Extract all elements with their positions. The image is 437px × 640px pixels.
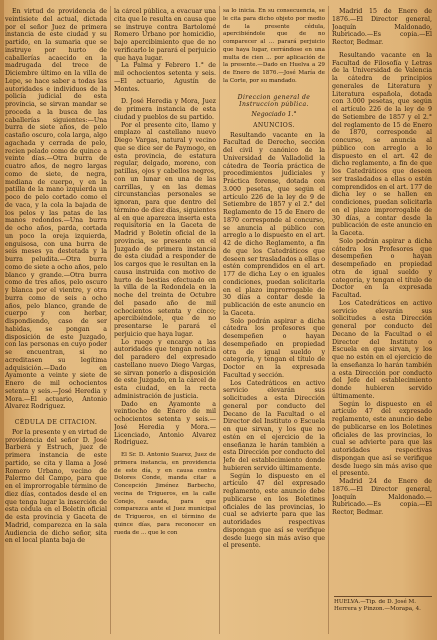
citation-notice: Por la presente y en virtud de providencia del señor D. José Barberá y Estruch, juez de primera instancia de este partido, se cita y llama a José Romero Urbano, vecino de Palermo del Campo, para que en el improrrogable término de diez días, contados desde el en que tenga lugar la inserción de esta cédula en el Boletín oficial de esta provincia y Gaceta de Madrid, comparezca en la sala Audiencia de dicho señor, sita en el local planta baja de (5, 428, 107, 545)
column-4 (332, 8, 432, 636)
heading-announcements: ANUNCIOS. (253, 121, 295, 129)
column-rule (110, 6, 111, 634)
signature-1: Madrid 15 de Enero de 1876.—El Director general, Joaquín Maldonado, Rubricado.—Es copia.—El Rector, Bedmar. (332, 8, 432, 46)
publication-text-2: Según lo dispuesto en el artículo 47 del expresado reglamento, este anuncio debe de publicarse en los Boletines oficiales de las provincias, lo cual se advierte para que las autoridades respectivas dispongan que así se verifique desde luego sin más aviso que el presente. (332, 400, 432, 478)
citation-continued: la cárcel pública, a evacuar una cita que le resulta en causa que se instruye contra Bartolomé Romero Urbano por homicidio, bajo apercibimiento que de no verificarlo le parará el perjuicio que haya lugar. (114, 8, 216, 62)
publication-text: Según lo dispuesto en el artículo 47 del expresado reglamento, este anuncio debe publicarse en los Boletines oficiales de las provincias, lo cual se advierte para que las autoridades respectivas dispongan que así se verifique desde luego sin más aviso que el presente. (223, 472, 325, 550)
heading-instruction: Direccion general de Instruccion pública. (237, 93, 311, 109)
heading-citation: CÉDULA DE CITACION. (14, 419, 98, 426)
application-text-2: Los Catedráticos en activo servicio elevarán sus solicitudes a esta Dirección general por conducto del Decano de la Facultad o el Director del Instituto o Escuela en que sirvan, y los que no estén en el ejercicio de la enseñanza lo harán también a esta Dirección por conducto del Jefe del establecimiento donde hubieren servido últimamente. (332, 299, 432, 400)
judge-heading: D. José Heredia y Mora, Juez de primera instancia de esta ciudad y pueblos de su partido. (114, 98, 216, 121)
torn-left-edge (0, 0, 4, 640)
eligibility-text-2: Solo podrán aspirar a dicha cátedra los Profesores que desempeñen o hayan desempeñado en propiedad otra de igual sueldo y categoría, y tengan el título de Doctor en la expresada Facultad. (332, 237, 432, 299)
request-text: Lo ruego y encargo a las autoridades que tengan noticia del paradero del expresado castellano nuevo Diego Vargas, se sirvan ponerlo a disposición de este Juzgado, en la cárcel de esta ciudad, en la recta administración de justicia. (114, 338, 216, 400)
citation-signature: La Palma y Febrero 1.° de mil ochocientos setenta y seis.—El actuario, Agustín de Montes. (114, 62, 216, 93)
summons-signature: Dado en Ayamonte a veintiocho de Enero de mil ochocientos setenta y seis.—José Heredia y Mora.—Licenciado, Antonio Alvarez Rodriguez. (114, 400, 216, 447)
column-3 (223, 8, 325, 636)
column-1 (5, 8, 107, 636)
notice-stolen-animals: En virtud de providencia de veintisiete del actual, dictada por el señor Juez de primera instancia de este ciudad y su partido, en la sumaria que se instruye por hurto de caballerías acaecido en la madrugada del trece de Diciembre último en la villa de Lepe, se hace saber a todas las autoridades e individuos de la policía judicial de esta provincia, se sirvan mandar se proceda a la busca de las caballerías siguientes:—Una burra de siete años, de pelo castaño oscuro, cola larga, algo agachada y cerrada de pelo, recien pelado como de quince a veinte días.—Otra burra de cuatro años, de negro largas como de siete, de negra, mediana de cuerpo, y en la patilla de la mano izquierda un poco de pelo cortado como el de vaca, y la cola la bajada de los pelos y las patas de las manos redondos.—Una burra de ocho años, parda, cortada un poco la oreja izquierda, enguisosa, con una burra de seis meses ya destetada y la burra peludita.—Otra burra como de siete a ocho años, pelo blanco y grande.—Otra burra como de tres años, pelo oscuro y blanca por el vientre, y otra burra como de seis a ocho años, pelo blanco, grande de cuerpo y con herbar, dispondiendo, caso de ser habidas, se pongan a disposición de este Juzgado, con las personas en cuyo poder se encuentran, si no acreditasen su legítima adquisición.—Dado en Ayamonte a veinte y siete de Enero de mil ochocientos setenta y seis.—José Heredia y Mora.—El actuario, Antonio Alvarez Rodriguez. (5, 8, 107, 411)
signature-2: Madrid 24 de Enero de 1876.—El Director general, Joaquín Maldonado.—Rubricado.—Es copia.—El Rector, Bedmar. (332, 478, 432, 516)
column-rule (328, 6, 329, 634)
column-rule (219, 6, 220, 634)
printer-imprint: HUELVA.—Tip. de D. José M. Herrera y Pinzon.—Morapa, 4. (334, 596, 432, 613)
negociado-label: Negociado 1.° (251, 111, 297, 118)
column-2 (114, 8, 216, 636)
vacancy-valencia: Resultando vacante en la Facultad de Filosofía y Letras de la Universidad de Valencia la cátedra de principios generales de Literatura y Literatura española, dotada con 3.000 pesetas, que según el artículo 226 de la ley de 9 de Setiembre de 1857 y el 2.° del reglamento de 15 de Enero de 1870, corresponde al concurso, se anuncia al público con arreglo a lo dispuesto en el art. 42 de dicho reglamento, a fin de que los Catedráticos que deseen ser trasladados a ellas o estén comprendidos en el art. 177 de dicha ley o se hallen en condiciones, puedan solicitarla en el plazo improrrogable de 30 días, a contar desde la publicación de este anuncio en la Gaceta. (332, 51, 432, 237)
application-text: Los Catedráticos en activo servicio elevarán sus solicitudes a esta Dirección general por conducto del Decano de la Facultad o el Director del Instituto o Escuela en que sirvan, y los que no estén en el ejercicio de la enseñanza le harán también a esta Dirección por conducto del Jefe del establecimiento donde hubieren servido últimamente. (223, 379, 325, 472)
summons-text: Por el presente cito, llamo y emplazo al castellano nuevo Diego Vargas, natural y vecino que se dice ser de Paymogo, en esta provincia, de estatura regular, delgado, moreno, con patillas, ojos y cabellos negros, con un lunar en una de las carrillas, y en las demas circunstancias personales se ignoran, para que dentro del término de diez días, siguientes al en que aparezca inserta esta requisitoria en la Gaceta de Madrid y Boletín oficial de la provincia, se presente en el Juzgado de primera instancia de esta ciudad a responder de los cargos que le resultan en la causa instruida con motivo de hurto de bestias efectuado en la villa de la Redondela en la noche del treinta de Octubre del pasado año de mil ochocientos setenta y cinco; apercibiéndole, que de no presentarse le parará el perjuicio que haya lugar. (114, 121, 216, 338)
vacancy-valladolid: Resultando vacante en la Facultad de Derecho, sección del civil y canónico de la Universidad de Valladolid la cátedra de Teoría práctica de procedimientos judiciales y Práctica forense, dotada con 3.000 pesetas, que según el artículo 226 de la ley de 9 de Setiembre de 1857 y el 2.° del Reglamento de 15 de Enero de 1870 corresponde al concurso, se anuncia al público con arreglo a lo dispuesto en el art. 42 de dicho Reglamento, a fin de que los Catedráticos que deseen ser trasladados a ellas o estén comprendidos en el art. 177 de dicha Ley o en iguales condiciones, puedan solicitarla en el plazo improrrogable de 30 días a contar desde la publicación de este anuncio en la Gaceta. (223, 131, 325, 317)
eligibility-text: Solo podrán aspirar a dicha cátedra los profesores que desempeñen o hayan desempeñado en propiedad otra de igual sueldo y categoría, y tengan el título de Doctor en la expresada Facultad y sección. (223, 317, 325, 379)
notice-continued: sa lo inicia. En su consecuencia, se le cita para dicho objeto por medio de la presente cédula, apercibiéndole que de no comparecer al ... parará perjuicio que haya lugar, cerrándose en una multa de cien ... por aplicación de la presente.—Dado en Huelva a 29 de Enero de 1876.—José María de la Corte, por su mandado. (223, 8, 325, 84)
suarez-notice: El Sr. D. Antonio Suarez, Juez de primera instancia, en providencia de este día, y en causa contra Dolores Conde, manda citar a Concepción Jiménez Barbecho, vecina de Trigueros, en la calle Conejo, casada, para que comparezca ante el Juez municipal de Trigueros, en el término de quince días, para reconocer en rueda de ... que le con (114, 452, 216, 536)
